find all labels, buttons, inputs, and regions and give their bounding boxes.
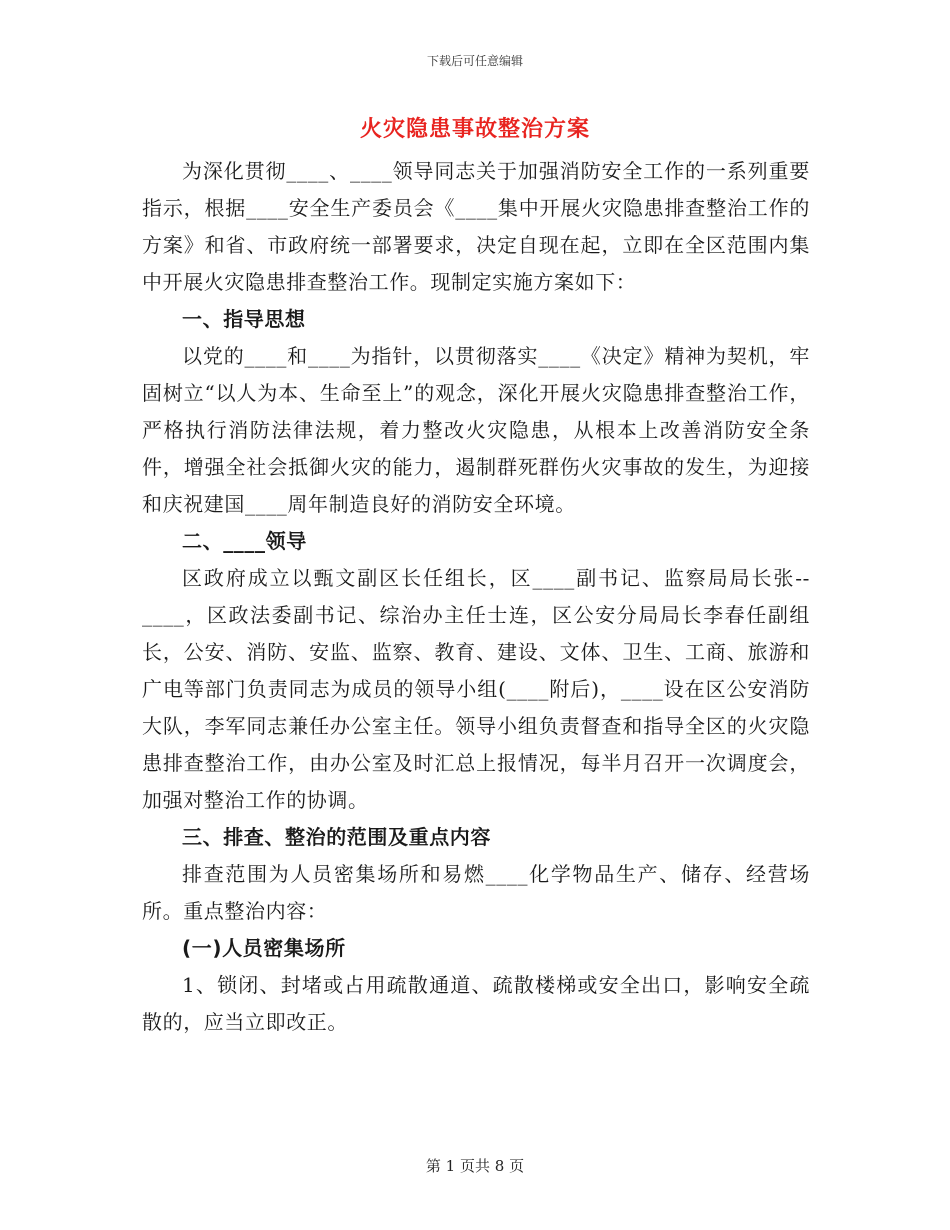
scope-paragraph: 排查范围为人员密集场所和易燃____化学物品生产、储存、经营场所。重点整治内容：	[142, 862, 810, 923]
page-footer: 第 1 页共 8 页	[425, 1157, 525, 1175]
section-heading-guiding-ideology: 一、指导思想	[182, 307, 306, 331]
header-note: 下载后可任意编辑	[426, 54, 523, 68]
guiding-ideology-paragraph: 以党的____和____为指针，以贯彻落实____《决定》精神为契机，牢固树立“以人为本、生命至上”的观念，深化开展火灾隐患排查整治工作，严格执行消防法律法规，着力整改火灾隐患，从根本上改善消防安全条件，增强全社会抵御火灾的能力，遏制群死群伤火灾事故的发生，为迎接和庆祝建国____周年制造良好的消防安全环境。	[142, 344, 810, 516]
document-body	[142, 153, 810, 1041]
section-heading-scope: 三、排查、整治的范围及重点内容	[182, 825, 491, 849]
item-1-paragraph: 1、锁闭、封堵或占用疏散通道、疏散楼梯或安全出口，影响安全疏散的，应当立即改正。	[142, 973, 810, 1034]
intro-paragraph: 为深化贯彻____、____领导同志关于加强消防安全工作的一系列重要指示，根据____安全生产委员会《____集中开展火灾隐患排查整治工作的方案》和省、市政府统一部署要求，决定自现在起，立即在全区范围内集中开展火灾隐患排查整治工作。现制定实施方案如下：	[142, 159, 810, 294]
leadership-paragraph: 区政府成立以甄文副区长任组长，区____副书记、监察局局长张--____，区政法委副书记、综治办主任士连，区公安分局局长李春任副组长，公安、消防、安监、监察、教育、建设、文体、卫生、工商、旅游和广电等部门负责同志为成员的领导小组(____附后)，____设在区公安消防大队，李军同志兼任办公室主任。领导小组负责督查和指导全区的火灾隐患排查整治工作，由办公室及时汇总上报情况，每半月召开一次调度会，加强对整治工作的协调。	[142, 566, 810, 812]
section-heading-leadership: 二、____领导	[182, 529, 307, 553]
subsection-heading-crowded-places: (一)人员密集场所	[182, 936, 346, 960]
document-title: 火灾隐患事故整治方案	[359, 116, 590, 142]
